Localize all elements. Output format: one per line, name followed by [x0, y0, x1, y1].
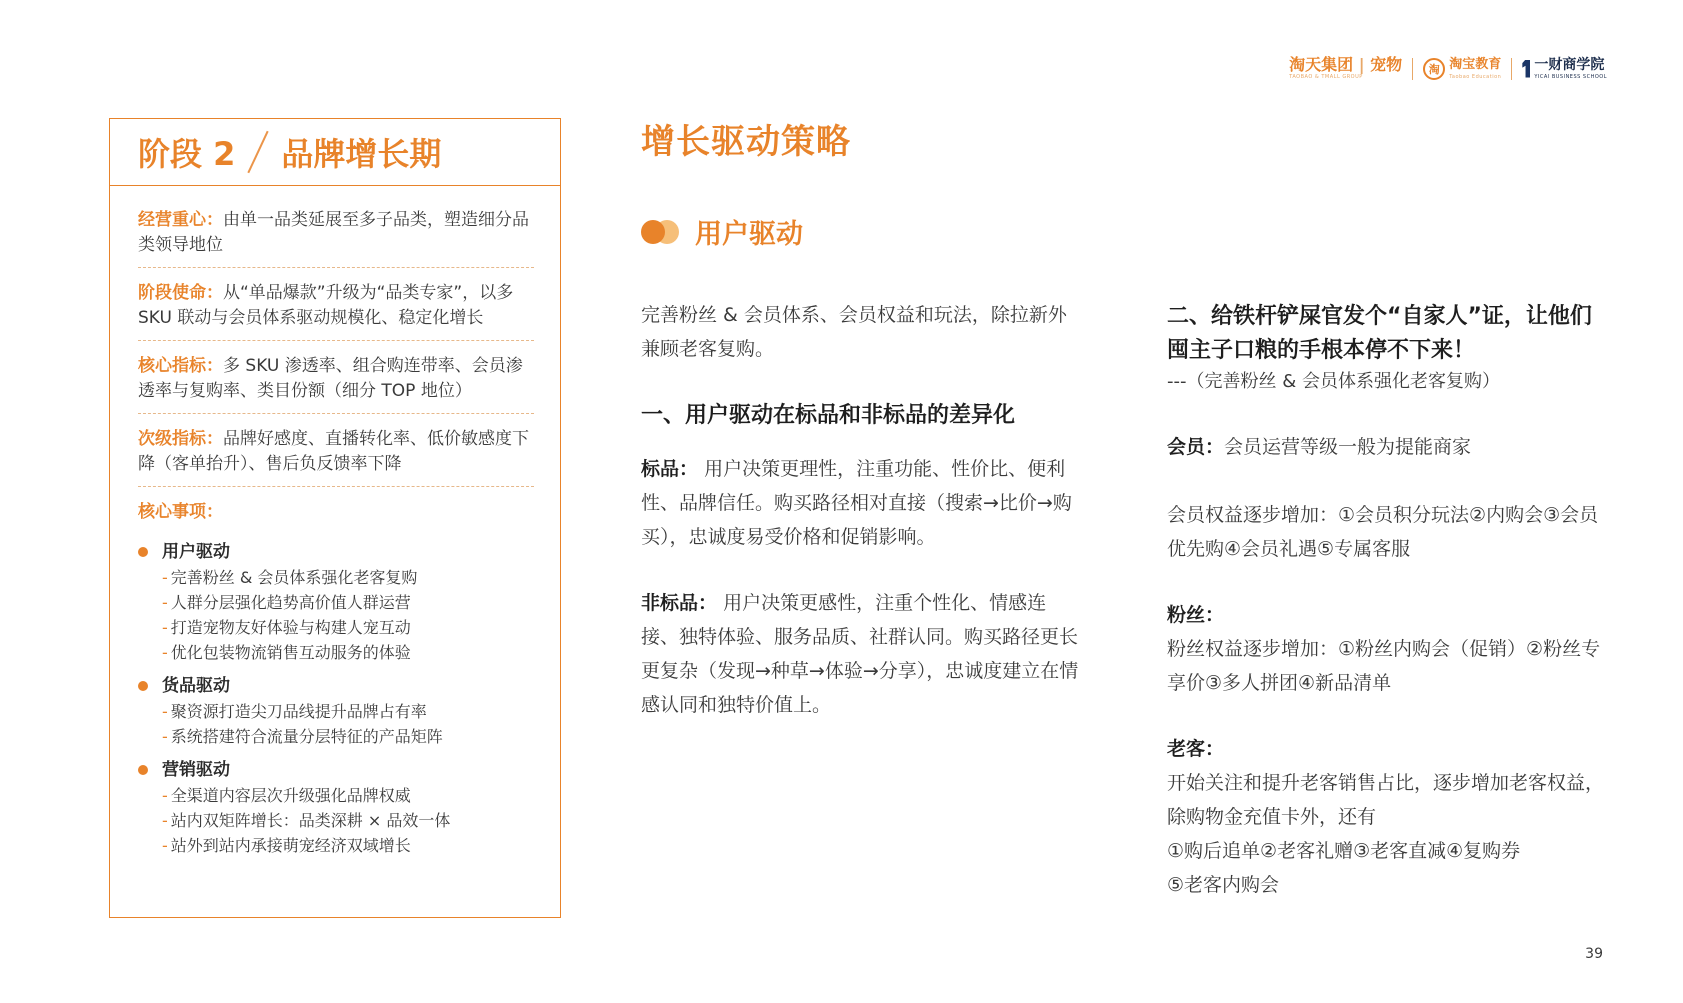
section-product-driven: 货品驱动 - 聚资源打造尖刀品线提升品牌占有率 - 系统搭建符合流量分层特征的产品矩阵 [138, 673, 534, 749]
stage-name: 品牌增长期 [281, 135, 442, 173]
section-marketing-driven: 营销驱动 - 全渠道内容层次升级强化品牌权威 - 站内双矩阵增长：品类深耕 × 品效一体 - 站外到站内承接萌宠经济双域增长 [138, 757, 534, 858]
card-item-secondary-metrics: 次级指标：品牌好感度、直播转化率、低价敏感度下降（客单抬升）、售后负反馈率下降 [138, 427, 534, 487]
heading-member-badge: 二、给铁杆铲屎官发个“自家人”证，让他们囤主子口粮的手根本停不下来！ [1167, 304, 1592, 363]
yicai-mark-icon [1522, 60, 1530, 78]
member-paragraph: 会员：会员运营等级一般为提能商家 [1167, 436, 1472, 458]
heading-differentiation: 一、用户驱动在标品和非标品的差异化 [641, 403, 1016, 428]
fans-paragraph: 粉丝： 粉丝权益逐步增加：①粉丝内购会（促销）②粉丝专享价③多人拼团④新品清单 [1167, 604, 1601, 694]
section-user-driven: 用户驱动 - 完善粉丝 & 会员体系强化老客复购 - 人群分层强化趋势高价值人群运营 - 打造宠物友好体验与构建人宠互动 - 优化包装物流销售互动服务的体验 [138, 539, 534, 665]
member-rights-paragraph: 会员权益逐步增加：①会员积分玩法②内购会③会员优先购④会员礼遇⑤专属客服 [1167, 504, 1599, 560]
list-item: - 完善粉丝 & 会员体系强化老客复购 [162, 568, 418, 587]
list-item: - 聚资源打造尖刀品线提升品牌占有率 [162, 702, 427, 721]
list-item: - 系统搭建符合流量分层特征的产品矩阵 [162, 727, 443, 746]
page-number: 39 [1585, 946, 1603, 962]
core-matters-label: 核心事项： [138, 502, 223, 522]
logo-divider [1511, 58, 1512, 80]
taobao-circle-icon: 淘 [1423, 58, 1445, 80]
title-slash-divider [248, 131, 269, 174]
list-item: - 打造宠物友好体验与构建人宠互动 [162, 618, 411, 637]
list-item: - 人群分层强化趋势高价值人群运营 [162, 593, 411, 612]
yicai-logo: 一财商学院 YICAI BUSINESS SCHOOL [1522, 56, 1607, 81]
bullet-icon [138, 765, 148, 775]
bullet-icon [138, 547, 148, 557]
old-customer-paragraph: 老客： 开始关注和提升老客销售占比，逐步增加老客权益，除购物金充值卡外，还有 ①购后追单②老客礼赠③老客直减④复购券 ⑤老客内购会 [1167, 738, 1605, 896]
page-title: 增长驱动策略 [641, 122, 851, 162]
list-item: - 全渠道内容层次升级强化品牌权威 [162, 786, 411, 805]
list-item: - 站外到站内承接萌宠经济双域增长 [162, 836, 411, 855]
stage-label: 阶段 2 [138, 135, 236, 173]
logo-divider [1412, 58, 1413, 80]
stage-card-title [110, 119, 560, 186]
section-subtitle: 用户驱动 [641, 212, 803, 251]
stage-card [109, 118, 561, 918]
standard-product-paragraph: 标品： 用户决策更理性，注重功能、性价比、便利性、品牌信任。购买路径相对直接（搜索→比价→购买），忠诚度易受价格和促销影响。 [641, 458, 1072, 548]
double-dot-icon [641, 220, 679, 244]
heading-note: ---（完善粉丝 & 会员体系强化老客复购） [1167, 371, 1500, 392]
nonstandard-product-paragraph: 非标品： 用户决策更感性，注重个性化、情感连接、独特体验、服务品质、社群认同。购买路径更长更复杂（发现→种草→体验→分享），忠诚度建立在情感认同和独特价值上。 [641, 592, 1079, 716]
list-item: - 站内双矩阵增长：品类深耕 × 品效一体 [162, 811, 451, 830]
header-logos [1289, 56, 1607, 81]
card-item-mission: 阶段使命：从“单品爆款”升级为“品类专家”，以多 SKU 联动与会员体系驱动规模化、稳定化增长 [138, 281, 534, 341]
card-item-core-metrics: 核心指标：多 SKU 渗透率、组合购连带率、会员渗透率与复购率、类目份额（细分 TOP 地位） [138, 354, 534, 414]
card-item-focus: 经营重心：由单一品类延展至多子品类，塑造细分品类领导地位 [138, 208, 534, 268]
taotian-logo: 淘天集团 | 宠物 TAOBAO & TMALL GROUP [1289, 55, 1403, 80]
bullet-icon [138, 681, 148, 691]
list-item: - 优化包装物流销售互动服务的体验 [162, 643, 411, 662]
taobao-education-logo: 淘 淘宝教育 Taobao Education [1423, 56, 1501, 81]
intro-paragraph: 完善粉丝 & 会员体系、会员权益和玩法，除拉新外兼顾老客复购。 [641, 304, 1067, 360]
